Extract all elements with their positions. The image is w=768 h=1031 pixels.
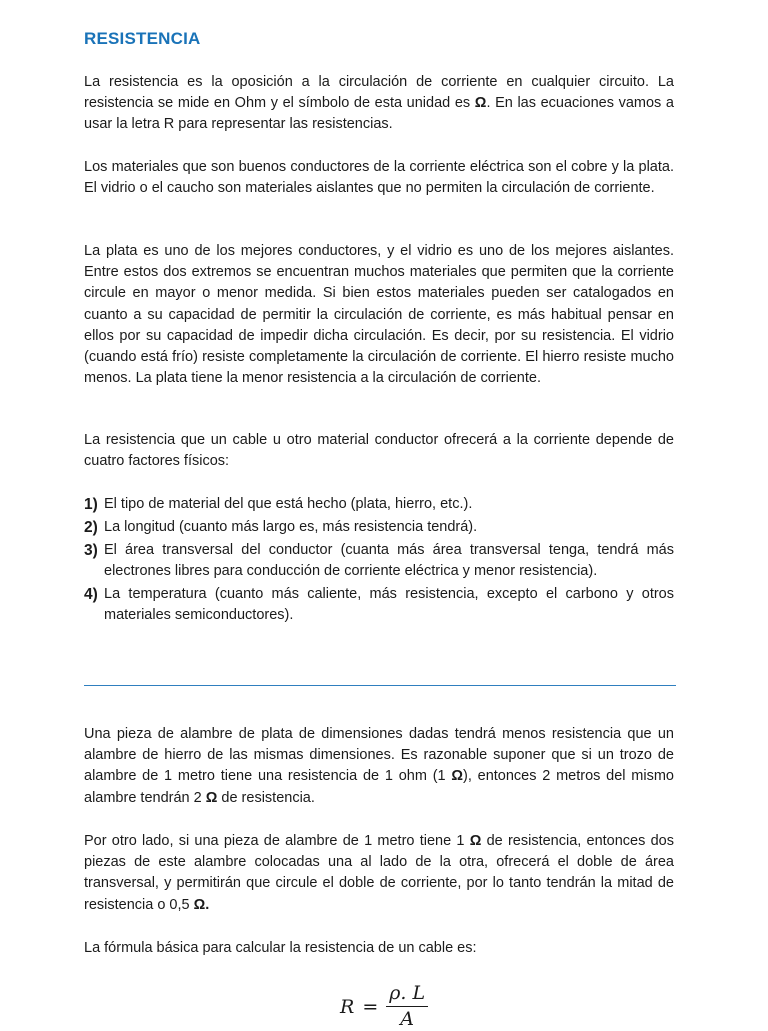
paragraph-materials: Los materiales que son buenos conductores de la corriente eléctrica son el cobre y la plata. El vidrio o el caucho son materiales aislantes que no permiten la circulación de corriente. [84, 159, 674, 197]
paragraph-factors-intro: La resistencia que un cable u otro material conductor ofrecerá a la corriente depende de cuatro factores físicos: [84, 432, 674, 470]
factors-list [84, 494, 674, 628]
paragraph-silver-iron: Una pieza de alambre de plata de dimensiones dadas tendrá menos resistencia que un alambre de hierro de las mismas dimensiones. Es razonable suponer que si un trozo de alambre de 1 metro tiene una resistencia de 1 ohm (1 Ω), entonces 2 metros del mismo alambre tendrán 2 Ω de resistencia. [84, 726, 674, 806]
cut-off-previous-heading [84, 0, 484, 5]
list-item [84, 494, 674, 515]
list-item-text: El área transversal del conductor (cuanta más área transversal tenga, tendrá más electrones libres para conducción de corriente eléctrica y menor resistencia). [104, 542, 674, 579]
paragraph-conductors: La plata es uno de los mejores conductores, y el vidrio es uno de los mejores aislantes. Entre estos dos extremos se encuentran muchos materiales que permiten que la corriente circule en mayor o menor medida. Si bien estos materiales pueden ser catalogados en cuanto a su capacidad de permitir la circulación de corriente, es más habitual pensar en ellos por su capacidad de impedir dicha circulación. Es decir, por su resistencia. El vidrio (cuando está frío) resiste completamente la circulación de corriente. El hierro resiste mucho menos. La plata tiene la menor resistencia a la circulación de corriente. [84, 243, 674, 387]
list-item-text: La longitud (cuanto más largo es, más resistencia tendrá). [104, 519, 478, 535]
ohm-symbol: Ω [469, 833, 482, 849]
section-heading: RESISTENCIA [84, 29, 201, 48]
list-item-number: 2) [84, 519, 98, 536]
list-item [84, 540, 674, 582]
list-item-number: 3) [84, 542, 98, 559]
ohm-symbol: Ω [205, 789, 218, 806]
formula-numerator: ρ. L [386, 982, 428, 1007]
paragraph-definition: La resistencia es la oposición a la circulación de corriente en cualquier circuito. La resistencia se mide en Ohm y el símbolo de esta unidad es Ω. En las ecuaciones vamos a usar la letra R para representar las resistencias. [84, 74, 674, 133]
formula-lhs: R [340, 995, 355, 1018]
list-item [84, 584, 674, 626]
list-item-text: El tipo de material del que está hecho (plata, hierro, etc.). [104, 496, 473, 512]
formula-equals: = [362, 995, 379, 1018]
ohm-symbol: Ω [451, 768, 463, 785]
formula-denominator: A [400, 1008, 415, 1030]
paragraph-parallel-wires: Por otro lado, si una pieza de alambre de 1 metro tiene 1 Ω de resistencia, entonces dos piezas de este alambre colocadas una al lado de la otra, ofrecerá el doble de área transversal, y permitirán que circule el doble de corriente, por lo tanto tendrán la mitad de resistencia o 0,5 Ω. [84, 833, 674, 913]
list-item [84, 517, 674, 538]
list-item-number: 4) [84, 586, 98, 603]
section-divider [84, 685, 676, 686]
list-item-number: 1) [84, 496, 98, 513]
paragraph-formula-intro: La fórmula básica para calcular la resistencia de un cable es: [84, 940, 477, 956]
ohm-symbol: Ω. [193, 896, 210, 913]
ohm-symbol: Ω [474, 95, 487, 112]
list-item-text: La temperatura (cuanto más caliente, más resistencia, excepto el carbono y otros materiales semiconductores). [104, 586, 674, 623]
